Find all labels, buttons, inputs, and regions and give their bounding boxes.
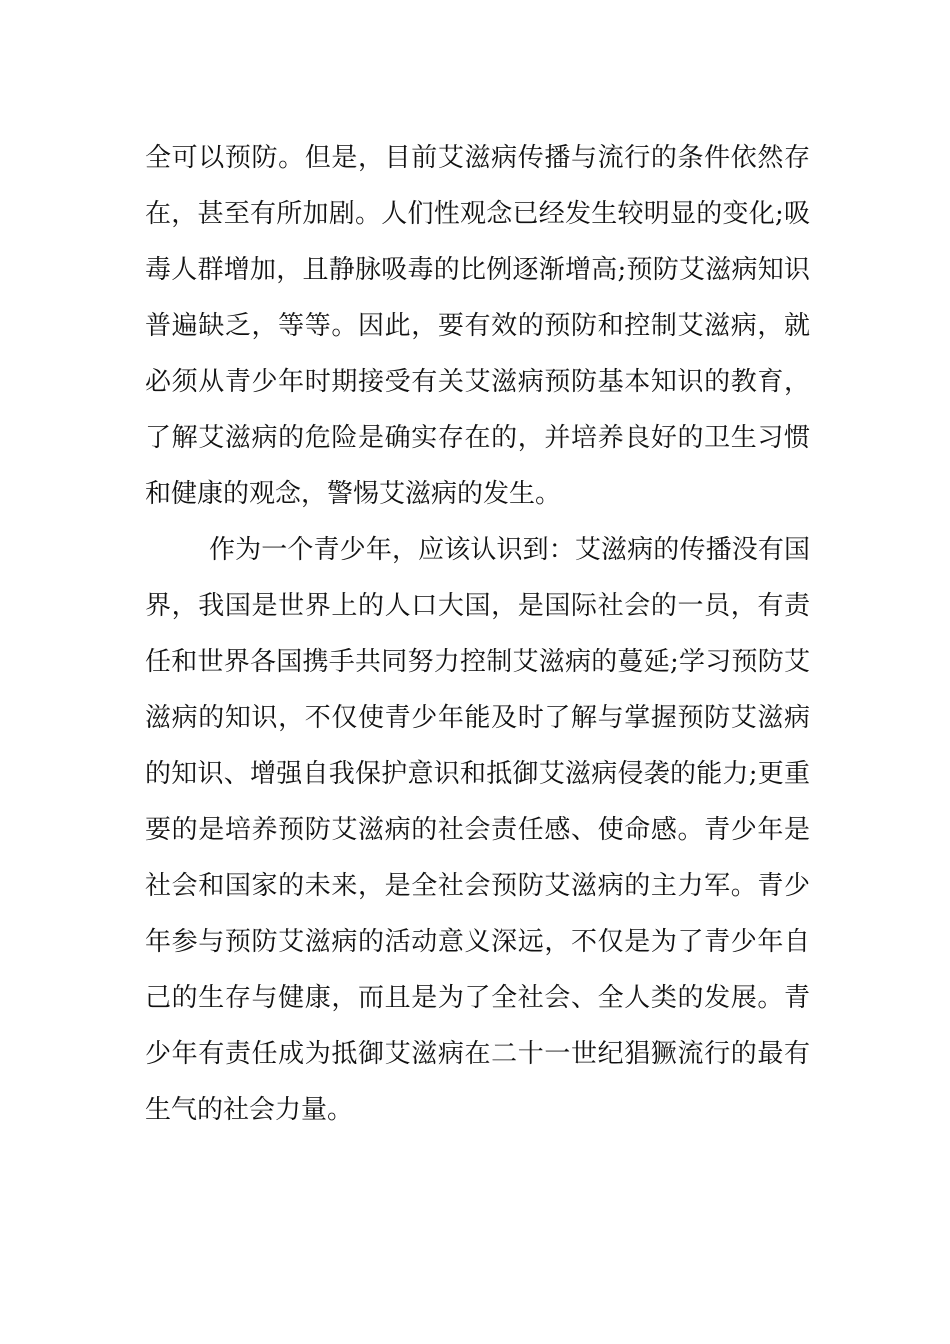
text-line: 滋病的知识，不仅使青少年能及时了解与掌握预防艾滋病	[145, 703, 810, 733]
text-line: 少年有责任成为抵御艾滋病在二十一世纪猖獗流行的最有	[145, 1039, 810, 1069]
text-line: 生气的社会力量。	[145, 1095, 354, 1125]
text-line: 任和世界各国携手共同努力控制艾滋病的蔓延;学习预防艾	[145, 647, 810, 677]
body-text	[145, 130, 810, 1138]
text-line: 年参与预防艾滋病的活动意义深远，不仅是为了青少年自	[145, 927, 810, 957]
text-line: 在，甚至有所加剧。人们性观念已经发生较明显的变化;吸	[145, 199, 810, 229]
text-line: 界，我国是世界上的人口大国，是国际社会的一员，有责	[145, 591, 810, 621]
text-line: 和健康的观念，警惕艾滋病的发生。	[145, 479, 562, 509]
text-line: 社会和国家的未来，是全社会预防艾滋病的主力军。青少	[145, 871, 810, 901]
text-line: 的知识、增强自我保护意识和抵御艾滋病侵袭的能力;更重	[145, 759, 810, 789]
text-line: 毒人群增加，且静脉吸毒的比例逐渐增高;预防艾滋病知识	[145, 255, 810, 285]
text-line: 全可以预防。但是，目前艾滋病传播与流行的条件依然存	[145, 143, 810, 173]
text-line: 己的生存与健康，而且是为了全社会、全人类的发展。青	[145, 983, 810, 1013]
text-line: 作为一个青少年，应该认识到：艾滋病的传播没有国	[209, 535, 810, 565]
paragraph-1	[145, 130, 810, 522]
text-line: 普遍缺乏，等等。因此，要有效的预防和控制艾滋病，就	[145, 311, 810, 341]
text-line: 必须从青少年时期接受有关艾滋病预防基本知识的教育，	[145, 367, 810, 397]
paragraph-2	[145, 522, 810, 1138]
text-line: 了解艾滋病的危险是确实存在的，并培养良好的卫生习惯	[145, 423, 810, 453]
text-line: 要的是培养预防艾滋病的社会责任感、使命感。青少年是	[145, 815, 810, 845]
